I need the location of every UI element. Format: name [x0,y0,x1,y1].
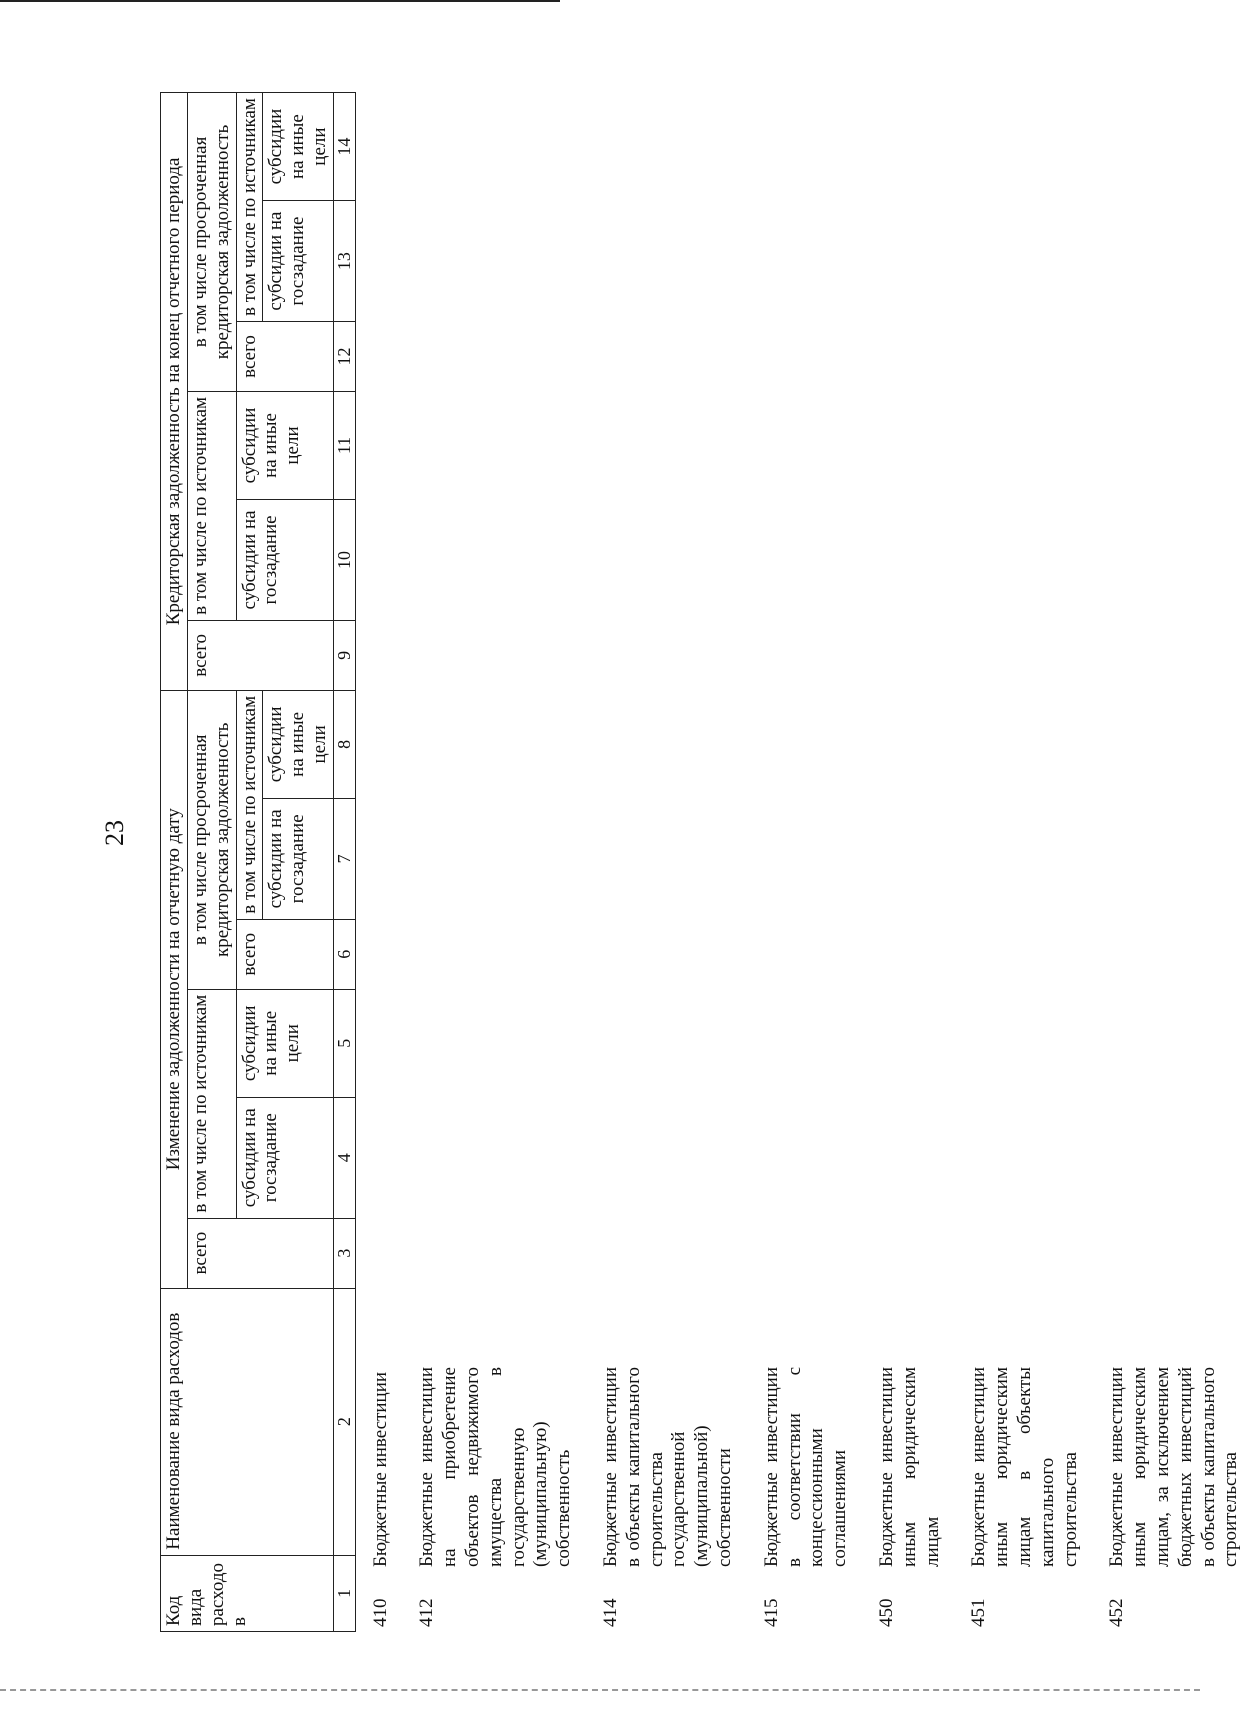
row-empty-values [862,92,954,1362]
row-name: Бюджетные инвестиции иным юридическим лицам, за исключением бюджетных инвестиций в объекты капитального строительства [1106,1367,1242,1567]
row-name: Бюджетные инвестиции иным юридическим лицам в объекты капитального строительства [968,1367,1081,1567]
header-sub-other-14: субсидии на иные цели [263,93,334,201]
header-sub-other-11: субсидии на иные цели [236,391,333,499]
table-row [862,92,954,1632]
row-name: Бюджетные инвестиции [369,1371,391,1567]
row-empty-values [586,92,747,1362]
col-number: 7 [333,798,355,919]
col-number: 14 [333,93,355,201]
header-total-3: всего [187,1218,333,1288]
row-empty-values [954,92,1092,1362]
data-rows [356,92,1253,1632]
header-sources-13-14: в том числе по источникам [236,93,263,322]
row-empty-values [402,92,586,1362]
col-number: 11 [333,391,355,499]
header-table [160,92,356,1632]
header-sub-state-13: субсидии на госзадание [263,201,334,322]
col-number: 12 [333,321,355,391]
row-name: Бюджетные инвестиции в соответствии с концессионными соглашениями [760,1367,851,1567]
col-number: 8 [333,690,355,798]
row-code: 410 [369,1598,391,1627]
header-sources-7-8: в том числе по источникам [236,690,263,919]
rotated-table-sheet [160,92,1242,1632]
col-number: 4 [333,1097,355,1218]
col-number: 2 [333,1288,355,1555]
row-code: 414 [599,1598,621,1627]
row-code: 412 [416,1598,438,1627]
col-number: 10 [333,500,355,621]
header-sub-state-4: субсидии на госзадание [236,1097,333,1218]
header-sub-other-5: субсидии на иные цели [236,989,333,1097]
header-sources-4-5: в том числе по источникам [187,989,236,1218]
table-row [586,92,747,1632]
table-row [402,92,586,1632]
col-number: 5 [333,989,355,1097]
header-sources-10-11: в том числе по источникам [187,391,236,620]
table-row [1092,92,1253,1632]
col-number: 3 [333,1218,355,1288]
row-code: 450 [875,1598,897,1627]
scan-edge-noise [0,1689,1200,1691]
row-code: 452 [1106,1598,1128,1627]
header-sub-state-10: субсидии на госзадание [236,500,333,621]
page-number: 23 [100,820,129,846]
header-overdue-6-8: в том числе просроченная кредиторская задолженность [187,690,236,989]
col-number: 1 [333,1555,355,1631]
table-row [954,92,1092,1632]
header-code: Код вида расходов [161,1555,334,1631]
header-total-6: всего [236,919,333,989]
header-sub-other-8: субсидии на иные цели [263,690,334,798]
header-name: Наименование вида расходов [161,1288,334,1555]
col-number: 9 [333,620,355,690]
col-number: 6 [333,919,355,989]
col-number: 13 [333,201,355,322]
page-top-rule [0,0,560,2]
row-name: Бюджетные инвестиции в объекты капитального строительства государственной (муниципальной) собственности [599,1367,735,1567]
header-total-9: всего [187,620,333,690]
header-change-group: Изменение задолженности на отчетную дату [161,690,188,1288]
row-empty-values [1092,92,1253,1362]
row-code: 451 [968,1598,990,1627]
row-code: 415 [760,1598,782,1627]
row-name: Бюджетные инвестиции иным юридическим лицам [875,1367,943,1567]
table-row [356,92,403,1632]
row-name: Бюджетные инвестиции на приобретение объектов недвижимого имущества в государственную (муниципальную) собственность [416,1367,575,1567]
table-row [747,92,862,1632]
header-total-12: всего [236,321,333,391]
row-empty-values [356,92,403,1362]
row-empty-values [747,92,862,1362]
header-overdue-12-14: в том числе просроченная кредиторская задолженность [187,93,236,392]
header-end-group: Кредиторская задолженность на конец отчетного периода [161,93,188,691]
header-sub-state-7: субсидии на госзадание [263,798,334,919]
